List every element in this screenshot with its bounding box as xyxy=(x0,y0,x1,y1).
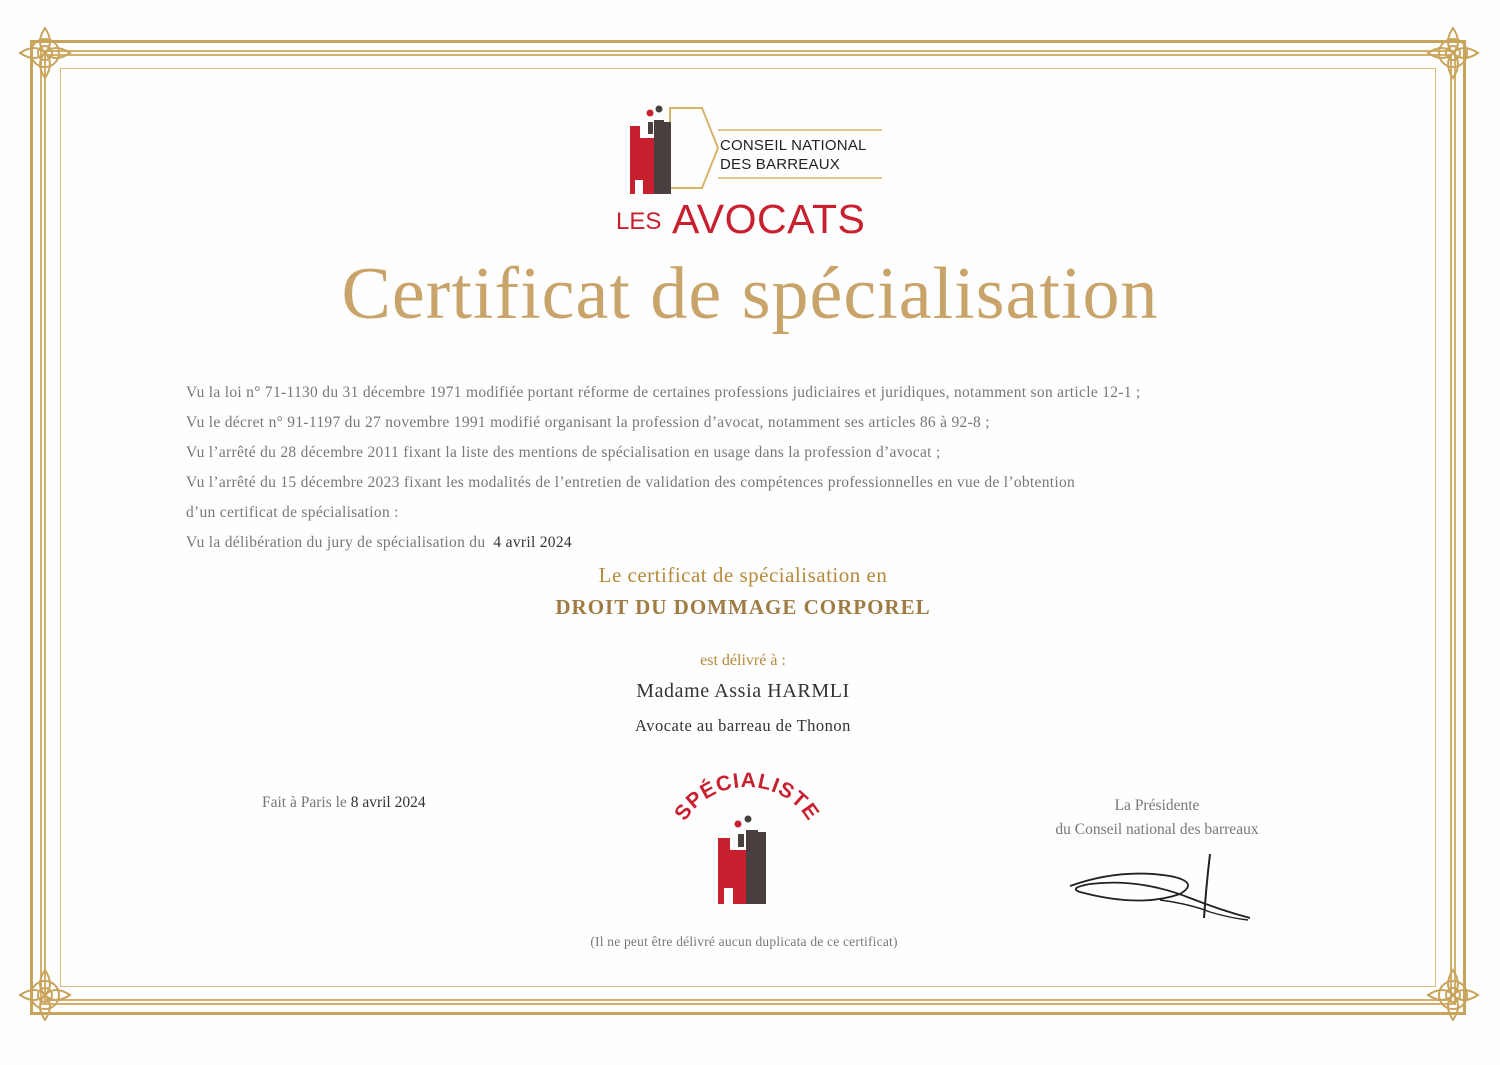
corner-ornament-icon xyxy=(10,960,80,1030)
recipient-name: Madame Assia HARMLI xyxy=(636,680,850,702)
made-at xyxy=(262,794,426,812)
delivered-to-label: est délivré à : xyxy=(700,652,786,669)
no-duplicate-note xyxy=(0,934,1500,950)
logo-org-name xyxy=(720,136,900,174)
consideration-line: Vu la loi n° 71-1130 du 31 décembre 1971 modifiée portant réforme de certaines professions judiciaires et juridiques, notamment son article 12-1 ; xyxy=(186,384,1141,401)
made-at-date: 8 avril 2024 xyxy=(350,794,426,811)
made-at-prefix: Fait à Paris le xyxy=(262,794,347,811)
logo-org-line2: DES BARREAUX xyxy=(720,156,840,173)
no-duplicate-text: (Il ne peut être délivré aucun duplicata de ce certificat) xyxy=(590,934,898,949)
certificate-intro: Le certificat de spécialisation en xyxy=(598,563,888,587)
corner-ornament-icon xyxy=(1418,960,1488,1030)
president-title: La Présidente xyxy=(1114,797,1200,814)
jury-date: 4 avril 2024 xyxy=(493,534,572,551)
corner-ornament-icon xyxy=(1418,18,1488,88)
logo-org-line1: CONSEIL NATIONAL xyxy=(720,137,867,154)
consideration-line-jury xyxy=(186,528,1296,558)
considerations-block xyxy=(186,378,1296,558)
recipient-bar: Avocate au barreau de Thonon xyxy=(635,716,851,735)
specialisation-domain: DROIT DU DOMMAGE CORPOREL xyxy=(555,595,931,619)
signature-icon xyxy=(1060,848,1260,928)
jury-deliberation-text: Vu la délibération du jury de spécialisation du xyxy=(186,534,486,551)
president-block xyxy=(1030,794,1284,842)
consideration-line: Vu l’arrêté du 28 décembre 2011 fixant la liste des mentions de spécialisation en usage dans la profession d’avocat ; xyxy=(186,444,941,461)
cnb-logo xyxy=(610,100,900,245)
certificate-title: Certificat de spécialisation xyxy=(341,253,1159,335)
consideration-line: Vu le décret n° 91-1197 du 27 novembre 1991 modifié organisant la profession d’avocat, notamment ses articles 86 à 92-8 ; xyxy=(186,414,990,431)
specialiste-seal-icon xyxy=(660,768,830,913)
president-org: du Conseil national des barreaux xyxy=(1055,821,1259,838)
specialiste-seal xyxy=(660,768,830,913)
corner-ornament-icon xyxy=(10,18,80,88)
consideration-line: Vu l’arrêté du 15 décembre 2023 fixant les modalités de l’entretien de validation des compétences professionnelles en vue de l’obtention xyxy=(186,474,1076,491)
logo-les-text: LES xyxy=(616,208,662,235)
consideration-line: d’un certificat de spécialisation : xyxy=(186,504,399,521)
logo-avocats-text: AVOCATS xyxy=(672,196,866,242)
seal-text: SPÉCIALISTE xyxy=(670,768,824,825)
